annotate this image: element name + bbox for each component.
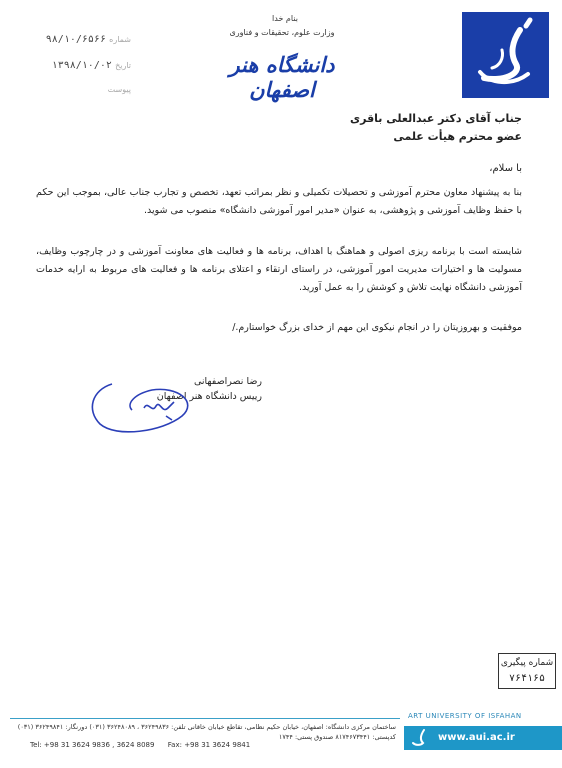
signer-name: رضا نصراصفهانی (193, 376, 262, 387)
footer-fax: Fax: +98 31 3624 9841 (167, 741, 251, 749)
attachment-label: پیوست (107, 85, 131, 94)
letter-number-value: ۹۸/۱۰/۶۵۶۶ (45, 34, 106, 45)
website-link[interactable]: www.aui.ac.ir (438, 732, 515, 743)
ministry-name: وزارت علوم، تحقیقات و فناوری (229, 28, 335, 37)
university-emblem-icon (462, 12, 549, 98)
letter-number-label: شماره (109, 35, 131, 44)
closing-line: موفقیت و بهروزیتان را در انجام نیکوی این مهم از خدای بزرگ خواستارم./ (232, 322, 522, 333)
tracking-number: ۷۶۴۱۶۵ (508, 673, 546, 684)
signer-title: رییس دانشگاه هنر اصفهان (156, 391, 262, 402)
tracking-label: شماره پیگیری (500, 658, 554, 668)
footer-divider (10, 718, 400, 719)
university-name: دانشگاه هنر اصفهان (229, 52, 335, 102)
tracking-number-box (498, 653, 556, 689)
footer-tel: Tel: +98 31 3624 9836 , 3624 8089 (30, 741, 155, 749)
handwritten-signature (82, 370, 202, 440)
university-logo (462, 12, 549, 98)
body-paragraph-1: بنا به پیشنهاد معاون محترم آموزشی و تحصیلات تکمیلی و نظر بمراتب تعهد، تخصص و تجارب جناب عالی، بموجب این حکم با حفظ وظایف آموزشی و پژوهشی، به عنوان «مدیر امور آموزشی دانشگاه» منصوب می شوید. (36, 187, 522, 216)
recipient-block (42, 110, 522, 146)
greeting: با سلام، (489, 163, 522, 174)
recipient-title: عضو محترم هیأت علمی (393, 130, 522, 143)
letter-date-value: ۱۳۹۸/۱۰/۰۲ (51, 60, 112, 71)
attachment-row (14, 84, 134, 95)
letter-date-row (14, 60, 134, 71)
body-paragraph-2: شایسته است با برنامه ریزی اصولی و هماهنگ با اهداف، برنامه ها و فعالیت های معاونت آموزشی و در چارچوب وظایف، مسولیت ها و اختیارات مدیریت امور آموزشی، در راستای ارتقاء و اعتلای برنامه ها و فعالیت های مربوط به ارایه خدمات آموزشی دانشگاه نهایت تلاش و کوشش را به عمل آورید. (36, 246, 522, 293)
recipient-name: جناب آقای دکتر عبدالعلی باقری (350, 112, 522, 125)
letter-number-row (14, 34, 134, 45)
footer-address: ساختمان مرکزی دانشگاه: اصفهان، خیابان حکیم نظامی، تقاطع خیابان خاقانی تلفن: ۳۶۲۴۹۸۳۶ ، ۳۶۲۴۸۰۸۹ (۰۳۱) دورنگار: ۳۶۲۴۹۸۴۱ (۰۳۱) کدپستی: ۸۱۷۴۶۷۳۴۴۱ صندوق پستی: ۱۷۴۴ (17, 723, 396, 741)
footer-contact-en (30, 740, 400, 750)
footer-website-bar (404, 726, 562, 750)
letter-date-label: تاریخ (115, 61, 131, 70)
bismillah-heading: بنام خدا (272, 14, 298, 23)
footer-english-name: ART UNIVERSITY OF ISFAHAN (408, 712, 522, 720)
footer-logo-icon (410, 728, 432, 748)
